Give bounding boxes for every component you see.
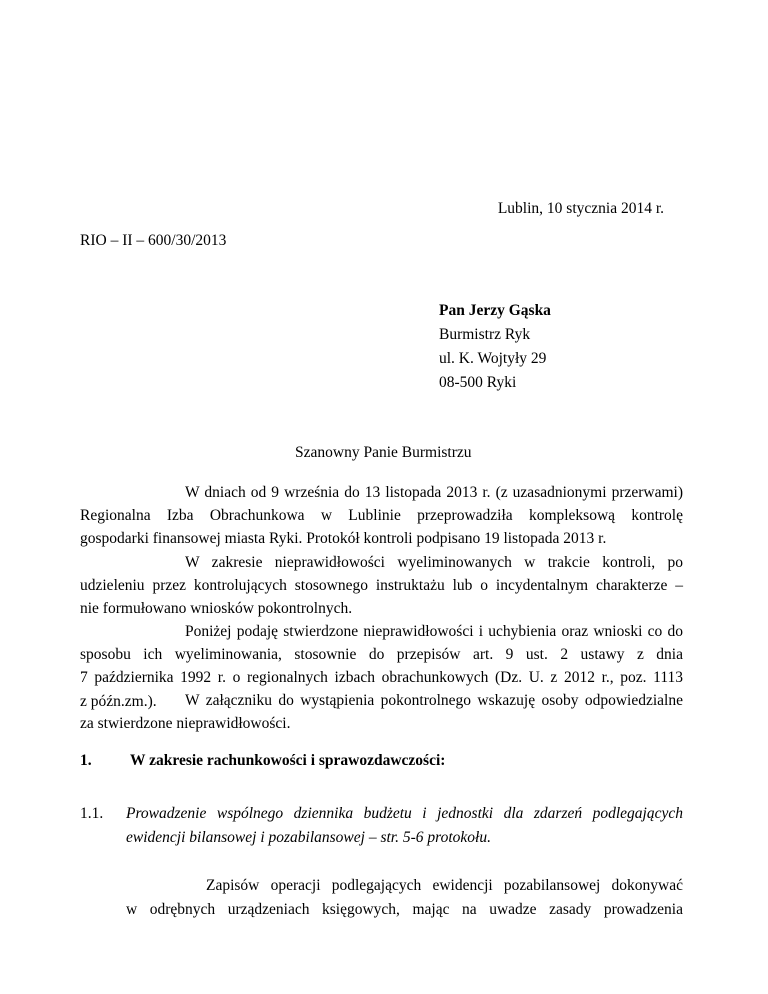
- addressee-name: Pan Jerzy Gąska: [439, 302, 551, 319]
- recommendation-line: w odrębnych urządzeniach księgowych, mając na uwadze zasady prowadzenia: [126, 901, 683, 918]
- addressee-title: Burmistrz Ryk: [439, 326, 531, 343]
- paragraph-4: [80, 689, 683, 735]
- paragraph-line: udzieleniu przez kontrolujących stosownego instruktażu lub o incydentalnym charakterze –: [80, 577, 683, 595]
- addressee-city: 08-500 Ryki: [439, 374, 517, 391]
- paragraph-2: [80, 551, 683, 621]
- subsection-number: 1.1.: [80, 805, 104, 822]
- section-number: 1.: [80, 752, 92, 769]
- paragraph-line: W dniach od 9 września do 13 listopada 2013 r. (z uzasadnionymi przerwami): [185, 484, 683, 501]
- paragraph-line: za stwierdzone nieprawidłowości.: [80, 715, 291, 733]
- subsection-line: ewidencji bilansowej i pozabilansowej – str. 5-6 protokołu.: [126, 829, 491, 846]
- reference-number: RIO – II – 600/30/2013: [80, 232, 227, 249]
- subsection: [80, 802, 683, 850]
- section-title: W zakresie rachunkowości i sprawozdawczości:: [130, 752, 446, 769]
- letter-date: Lublin, 10 stycznia 2014 r.: [497, 200, 664, 217]
- paragraph-line: W załączniku do wystąpienia pokontrolnego wskazuję osoby odpowiedzialne: [185, 692, 683, 709]
- addressee-block: [439, 299, 551, 395]
- salutation: Szanowny Panie Burmistrzu: [295, 444, 472, 461]
- recommendation-paragraph: [80, 874, 683, 922]
- paragraph-line: Poniżej podaję stwierdzone nieprawidłowości i uchybienia oraz wnioski co do: [185, 623, 683, 640]
- paragraph-line: W zakresie nieprawidłowości wyeliminowanych w trakcie kontroli, po: [185, 554, 683, 571]
- section-heading: [80, 752, 445, 770]
- paragraph-line: gospodarki finansowej miasta Ryki. Protokół kontroli podpisano 19 listopada 2013 r.: [80, 530, 607, 548]
- paragraph-1: [80, 481, 683, 551]
- paragraph-line: 7 października 1992 r. o regionalnych izbach obrachunkowych (Dz. U. z 2012 r., poz. 1113: [80, 669, 683, 687]
- paragraph-line: z późn.zm.).: [80, 692, 157, 710]
- addressee-street: ul. K. Wojtyły 29: [439, 350, 547, 367]
- paragraph-line: nie formułowano wniosków pokontrolnych.: [80, 600, 353, 618]
- paragraph-line: Regionalna Izba Obrachunkowa w Lublinie przeprowadziła kompleksową kontrolę: [80, 507, 683, 525]
- paragraph-line: sposobu ich wyeliminowania, stosownie do przepisów art. 9 ust. 2 ustawy z dnia: [80, 646, 683, 664]
- recommendation-line: Zapisów operacji podlegających ewidencji pozabilansowej dokonywać: [206, 877, 683, 894]
- subsection-line: Prowadzenie wspólnego dziennika budżetu i jednostki dla zdarzeń podlegających: [126, 805, 683, 822]
